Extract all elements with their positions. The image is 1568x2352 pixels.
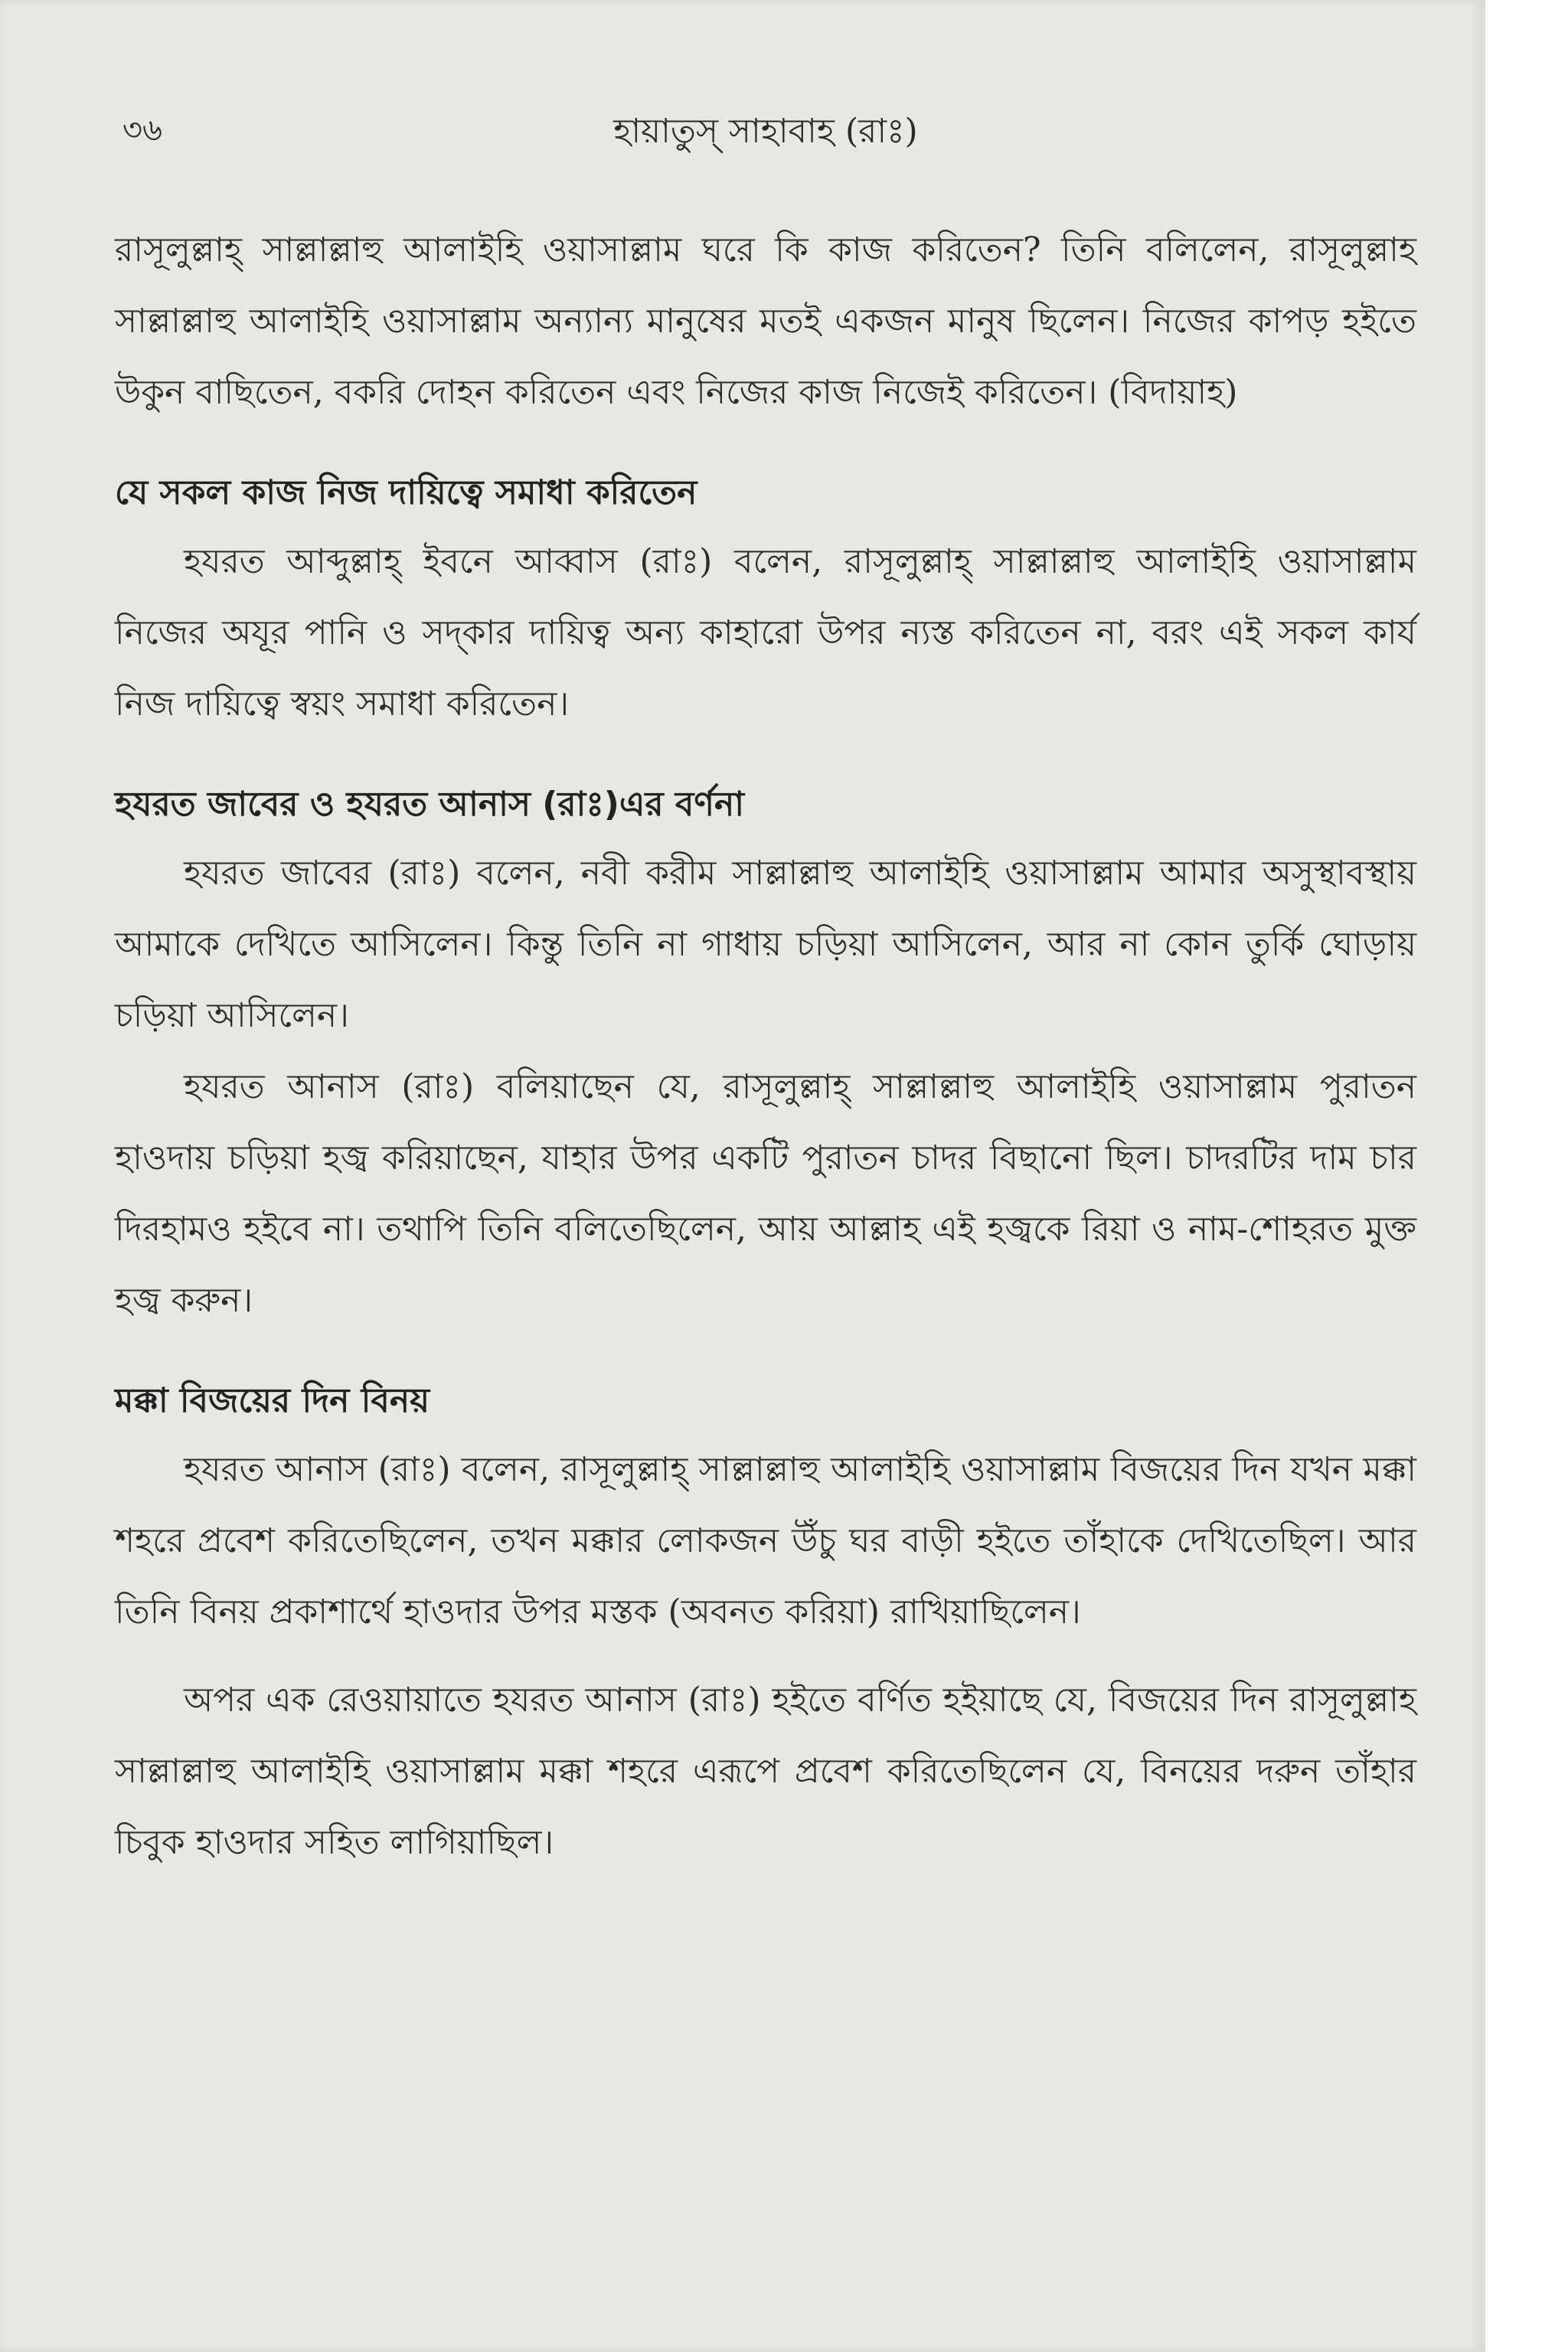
page-body [115,214,1416,1878]
section-heading-makkah-victory: মক্কা বিজয়ের দিন বিনয় [115,1381,430,1420]
paragraph-anas-hajj: হযরত আনাস (রাঃ) বলিয়াছেন যে, রাসূলুল্লাহ্ সাল্লাল্লাহু আলাইহি ওয়াসাল্লাম পুরাতন হাওদায় চড়িয়া হজ্ব করিয়াছেন, যাহার উপর একটি পুরাতন চাদর বিছানো ছিল। চাদরটির দাম চার দিরহামও হইবে না। তথাপি তিনি বলিতেছিলেন, আয় আল্লাহ এই হজ্বকে রিয়া ও নাম-শোহরত মুক্ত হজ্ব করুন। [115,1067,1416,1320]
paragraph-ibn-abbas: হযরত আব্দুল্লাহ্ ইবনে আব্বাস (রাঃ) বলেন, রাসূলুল্লাহ্ সাল্লাল্লাহু আলাইহি ওয়াসাল্লাম নিজের অযূর পানি ও সদ্কার দায়িত্ব অন্য কাহারো উপর ন্যস্ত করিতেন না, বরং এই সকল কার্য নিজ দায়িত্বে স্বয়ং সমাধা করিতেন। [115,542,1416,724]
scan-margin [1485,0,1568,2352]
paragraph-jaber: হযরত জাবের (রাঃ) বলেন, নবী করীম সাল্লাল্লাহু আলাইহি ওয়াসাল্লাম আমার অসুস্থাবস্থায় আমাকে দেখিতে আসিলেন। কিন্তু তিনি না গাধায় চড়িয়া আসিলেন, আর না কোন তুর্কি ঘোড়ায় চড়িয়া আসিলেন। [115,854,1416,1035]
page-header [115,106,1416,159]
section-heading-self-tasks: যে সকল কাজ নিজ দায়িত্বে সমাধা করিতেন [115,473,697,512]
paragraph-anas-makkah: হযরত আনাস (রাঃ) বলেন, রাসূলুল্লাহ্ সাল্লাল্লাহু আলাইহি ওয়াসাল্লাম বিজয়ের দিন যখন মক্কা শহরে প্রবেশ করিতেছিলেন, তখন মক্কার লোকজন উঁচু ঘর বাড়ী হইতে তাঁহাকে দেখিতেছিল। আর তিনি বিনয় প্রকাশার্থে হাওদার উপর মস্তক (অবনত করিয়া) রাখিয়াছিলেন। [115,1450,1416,1632]
paragraph-another-narration: অপর এক রেওয়ায়াতে হযরত আনাস (রাঃ) হইতে বর্ণিত হইয়াছে যে, বিজয়ের দিন রাসূলুল্লাহ সাল্লাল্লাহু আলাইহি ওয়াসাল্লাম মক্কা শহরে এরূপে প্রবেশ করিতেছিলেন যে, বিনয়ের দরুন তাঁহার চিবুক হাওদার সহিত লাগিয়াছিল। [115,1681,1416,1862]
paragraph-continuation: রাসূলুল্লাহ্ সাল্লাল্লাহু আলাইহি ওয়াসাল্লাম ঘরে কি কাজ করিতেন? তিনি বলিলেন, রাসূলুল্লাহ সাল্লাল্লাহু আলাইহি ওয়াসাল্লাম অন্যান্য মানুষের মতই একজন মানুষ ছিলেন। নিজের কাপড় হইতে উকুন বাছিতেন, বকরি দোহন করিতেন এবং নিজের কাজ নিজেই করিতেন। (বিদায়াহ) [115,230,1416,412]
page-number: ৩৬ [122,113,163,148]
running-title: হায়াতুস্ সাহাবাহ (রাঃ) [613,112,918,151]
section-heading-jaber-anas: হযরত জাবের ও হযরত আনাস (রাঃ)এর বর্ণনা [115,785,744,824]
